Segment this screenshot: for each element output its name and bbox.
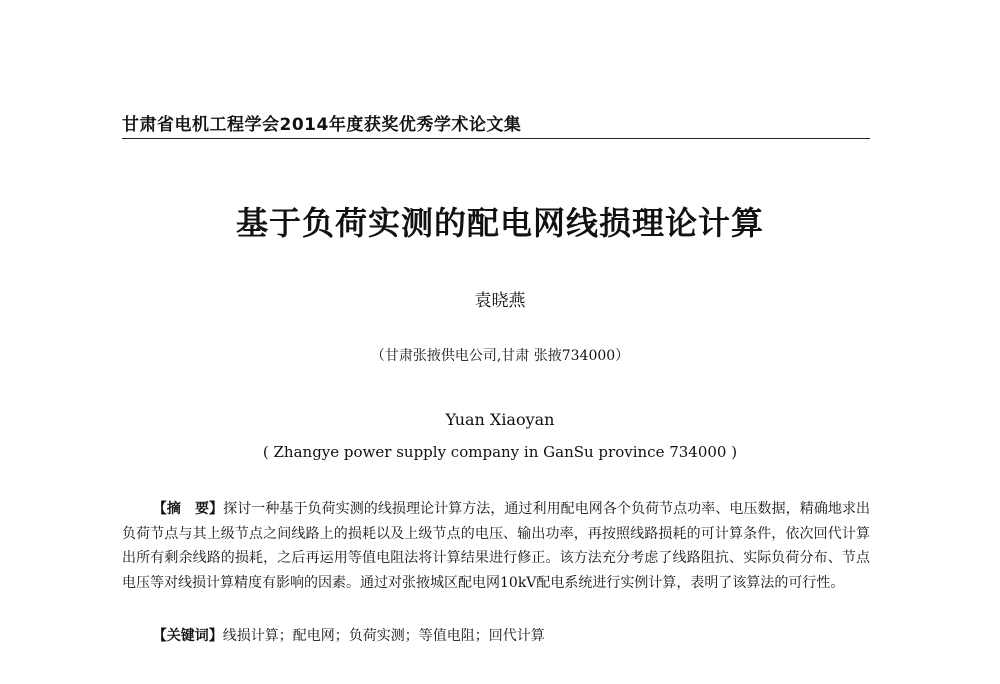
abstract [122, 497, 870, 595]
author-en: Yuan Xiaoyan [445, 410, 555, 429]
keywords-text: 线损计算；配电网；负荷实测；等值电阻；回代计算 [222, 628, 545, 644]
abstract-label: 【摘 要】 [152, 501, 224, 517]
author-cn: 袁晓燕 [474, 291, 526, 311]
journal-header: 甘肃省电机工程学会2014年度获奖优秀学术论文集 [122, 115, 522, 135]
keywords [122, 624, 870, 648]
header-rule [122, 138, 870, 139]
keywords-label: 【关键词】 [152, 628, 223, 644]
abstract-text: 探讨一种基于负荷实测的线损理论计算方法，通过利用配电网各个负荷节点功率、电压数据，精确地求出负荷节点与其上级节点之间线路上的损耗以及上级节点的电压、输出功率，再按照线路损耗的可计算条件，依次回代计算出所有剩余线路的损耗，之后再运用等值电阻法将计算结果进行修正。该方法充分考虑了线路阻抗、实际负荷分布、节点电压等对线损计算精度有影响的因素。通过对张掖城区配电网10kV配电系统进行实例计算，表明了该算法的可行性。 [122, 501, 871, 591]
paper-title: 基于负荷实测的配电网线损理论计算 [235, 204, 764, 242]
affiliation-en: ( Zhangye power supply company in GanSu province 734000 ) [262, 443, 738, 461]
affiliation-cn: （甘肃张掖供电公司,甘肃 张掖734000） [370, 348, 630, 364]
